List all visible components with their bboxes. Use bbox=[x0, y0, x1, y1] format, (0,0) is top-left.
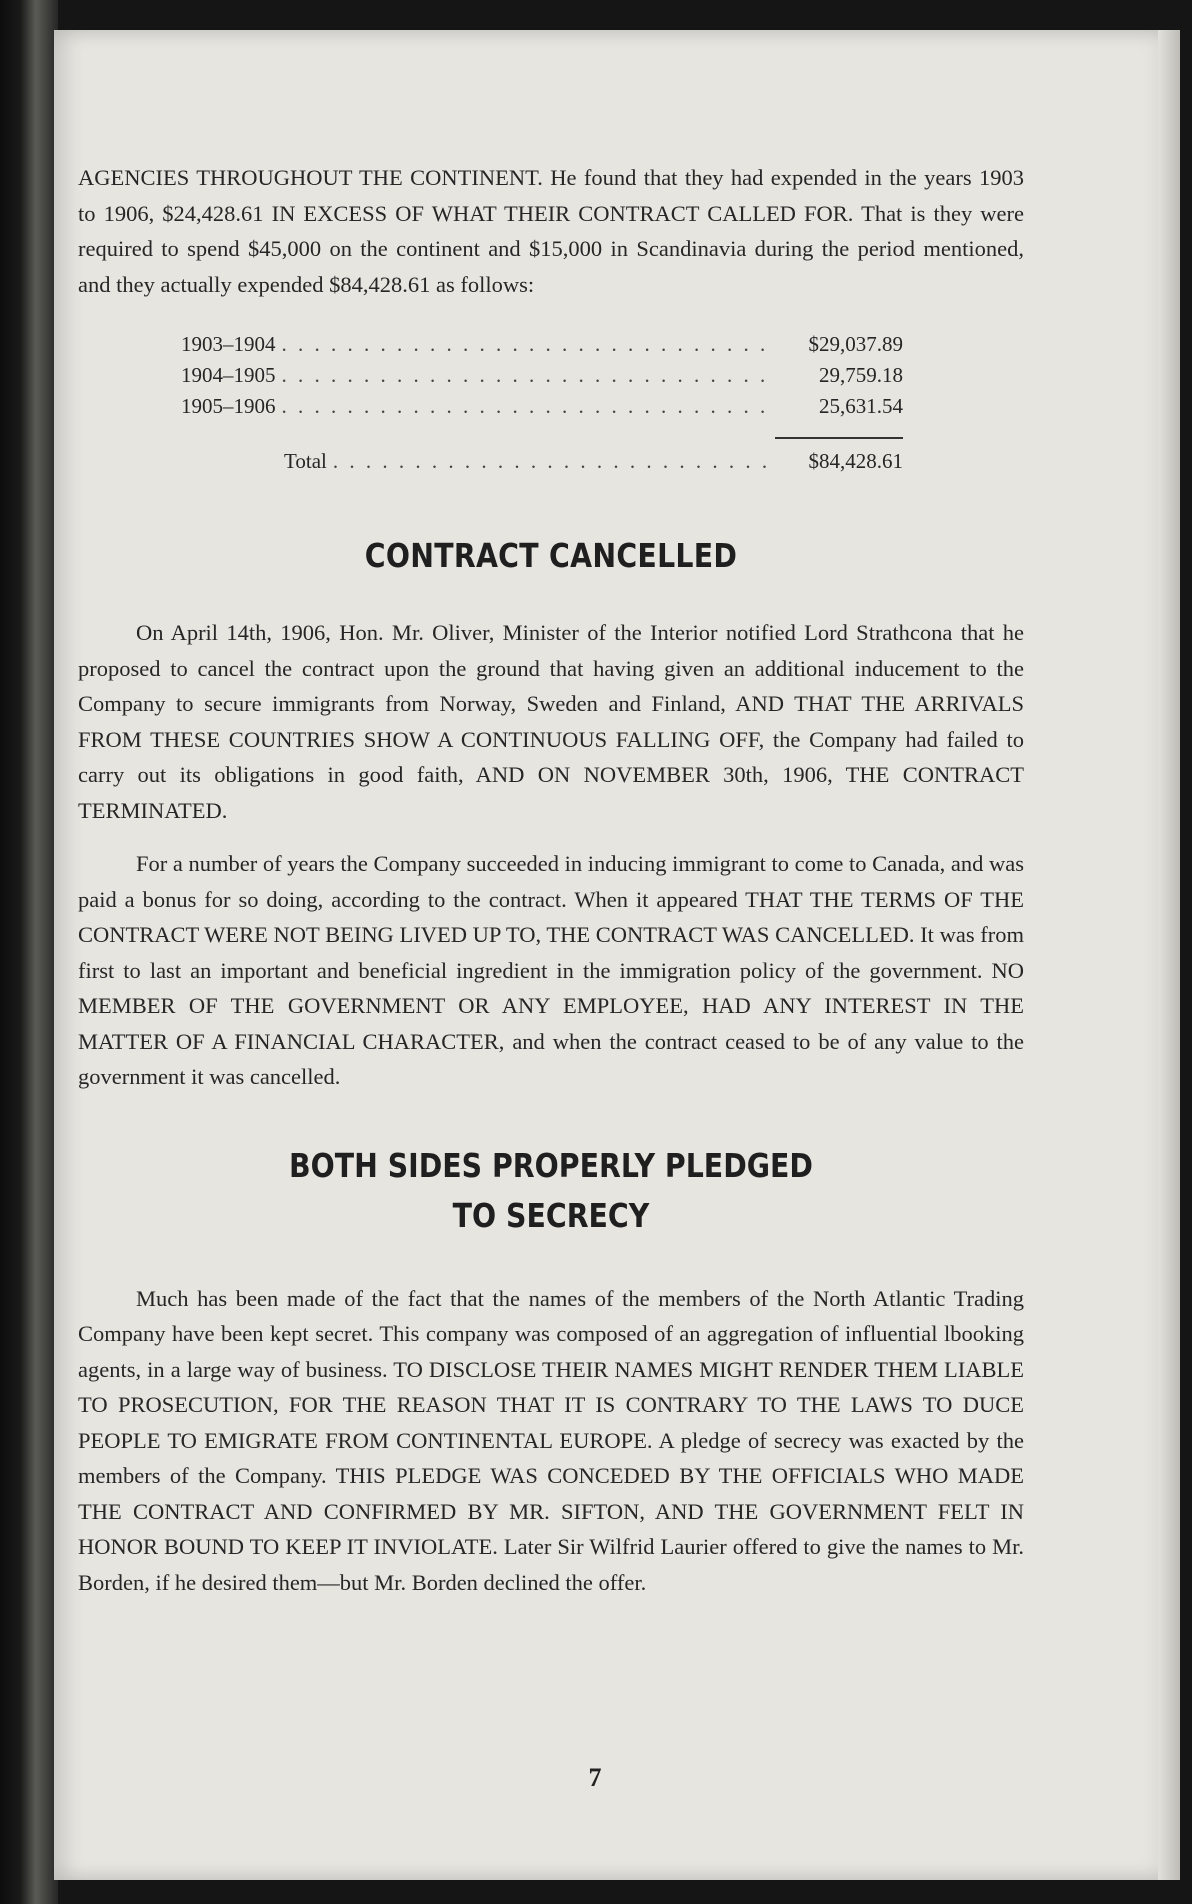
ledger-row bbox=[181, 363, 903, 394]
page-edge bbox=[1158, 30, 1180, 1880]
ledger-total-label: Total bbox=[284, 449, 327, 473]
ledger-year: 1904–1905 bbox=[181, 363, 276, 387]
expenditure-ledger bbox=[181, 332, 903, 480]
ledger-amount: 29,759.18 bbox=[819, 363, 903, 387]
section1-paragraph: For a number of years the Company succeeded in inducing immigrant to come to Canada, and was paid a bonus for so doing, according to the contract. When it appeared THAT THE TERMS OF THE CONTRACT WERE NOT BEING LIVED UP TO, THE CONTRACT WAS CANCELLED. It was from first to last an important and beneficial ingredient in the immigration policy of the government. NO MEMBER OF THE GOVERNMENT OR ANY EMPLOYEE, HAD ANY INTEREST IN THE MATTER OF A FINANCIAL CHARACTER, and when the contract ceased to be of any value to the government it was cancelled. bbox=[78, 851, 1024, 1089]
ledger-year: 1903–1904 bbox=[181, 332, 276, 356]
intro-paragraph: AGENCIES THROUGHOUT THE CONTINENT. He found that they had expended in the years 1903 to 1906, $24,428.61 IN EXCESS OF WHAT THEIR CONTRACT CALLED FOR. That is they were required to spend $45,000 on the continent and $15,000 in Scandinavia during the period mentioned, and they actually expended $84,428.61 as follows: bbox=[78, 165, 1024, 297]
section-heading-contract-cancelled: CONTRACT CANCELLED bbox=[364, 536, 738, 575]
ledger-row bbox=[181, 394, 903, 425]
leader-dots bbox=[282, 394, 776, 419]
ledger-total-row bbox=[284, 449, 903, 480]
document-page bbox=[54, 30, 1180, 1880]
section1-paragraph: On April 14th, 1906, Hon. Mr. Oliver, Minister of the Interior notified Lord Strathcona that he proposed to cancel the contract upon the ground that having given an additional inducement to the Company to secure immigrants from Norway, Sweden and Finland, AND THAT THE ARRIVALS FROM THESE COUNTRIES SHOW A CONTINUOUS FALLING OFF, the Company had failed to carry out its obligations in good faith, AND ON NOVEMBER 30th, 1906, THE CONTRACT TERMINATED. bbox=[78, 620, 1024, 823]
leader-dots bbox=[282, 363, 776, 388]
page-content bbox=[78, 160, 1024, 1600]
leader-dots bbox=[333, 449, 775, 474]
leader-dots bbox=[282, 332, 776, 357]
ledger-total-amount: $84,428.61 bbox=[808, 449, 903, 473]
ledger-year: 1905–1906 bbox=[181, 394, 276, 418]
ledger-row bbox=[181, 332, 903, 363]
ledger-amount: $29,037.89 bbox=[808, 332, 903, 356]
heading-line: BOTH SIDES PROPERLY PLEDGED bbox=[288, 1145, 813, 1185]
page-number: 7 bbox=[588, 1763, 602, 1792]
section-heading-secrecy bbox=[144, 1141, 958, 1241]
total-rule bbox=[775, 437, 903, 439]
heading-line: TO SECRECY bbox=[452, 1195, 650, 1235]
ledger-amount: 25,631.54 bbox=[819, 394, 903, 418]
book-binding bbox=[0, 0, 58, 1904]
section2-paragraph: Much has been made of the fact that the names of the members of the North Atlantic Trading Company have been kept secret. This company was composed of an aggregation of influential lbooking agents, in a large way of business. TO DISCLOSE THEIR NAMES MIGHT RENDER THEM LIABLE TO PROSECUTION, FOR THE REASON THAT IT IS CONTRARY TO THE LAWS TO DUCE PEOPLE TO EMIGRATE FROM CONTINENTAL EUROPE. A pledge of secrecy was exacted by the members of the Company. THIS PLEDGE WAS CONCEDED BY THE OFFICIALS WHO MADE THE CONTRACT AND CONFIRMED BY MR. SIFTON, AND THE GOVERNMENT FELT IN HONOR BOUND TO KEEP IT INVIOLATE. Later Sir Wilfrid Laurier offered to give the names to Mr. Borden, if he desired them—but Mr. Borden declined the offer. bbox=[78, 1285, 1024, 1595]
